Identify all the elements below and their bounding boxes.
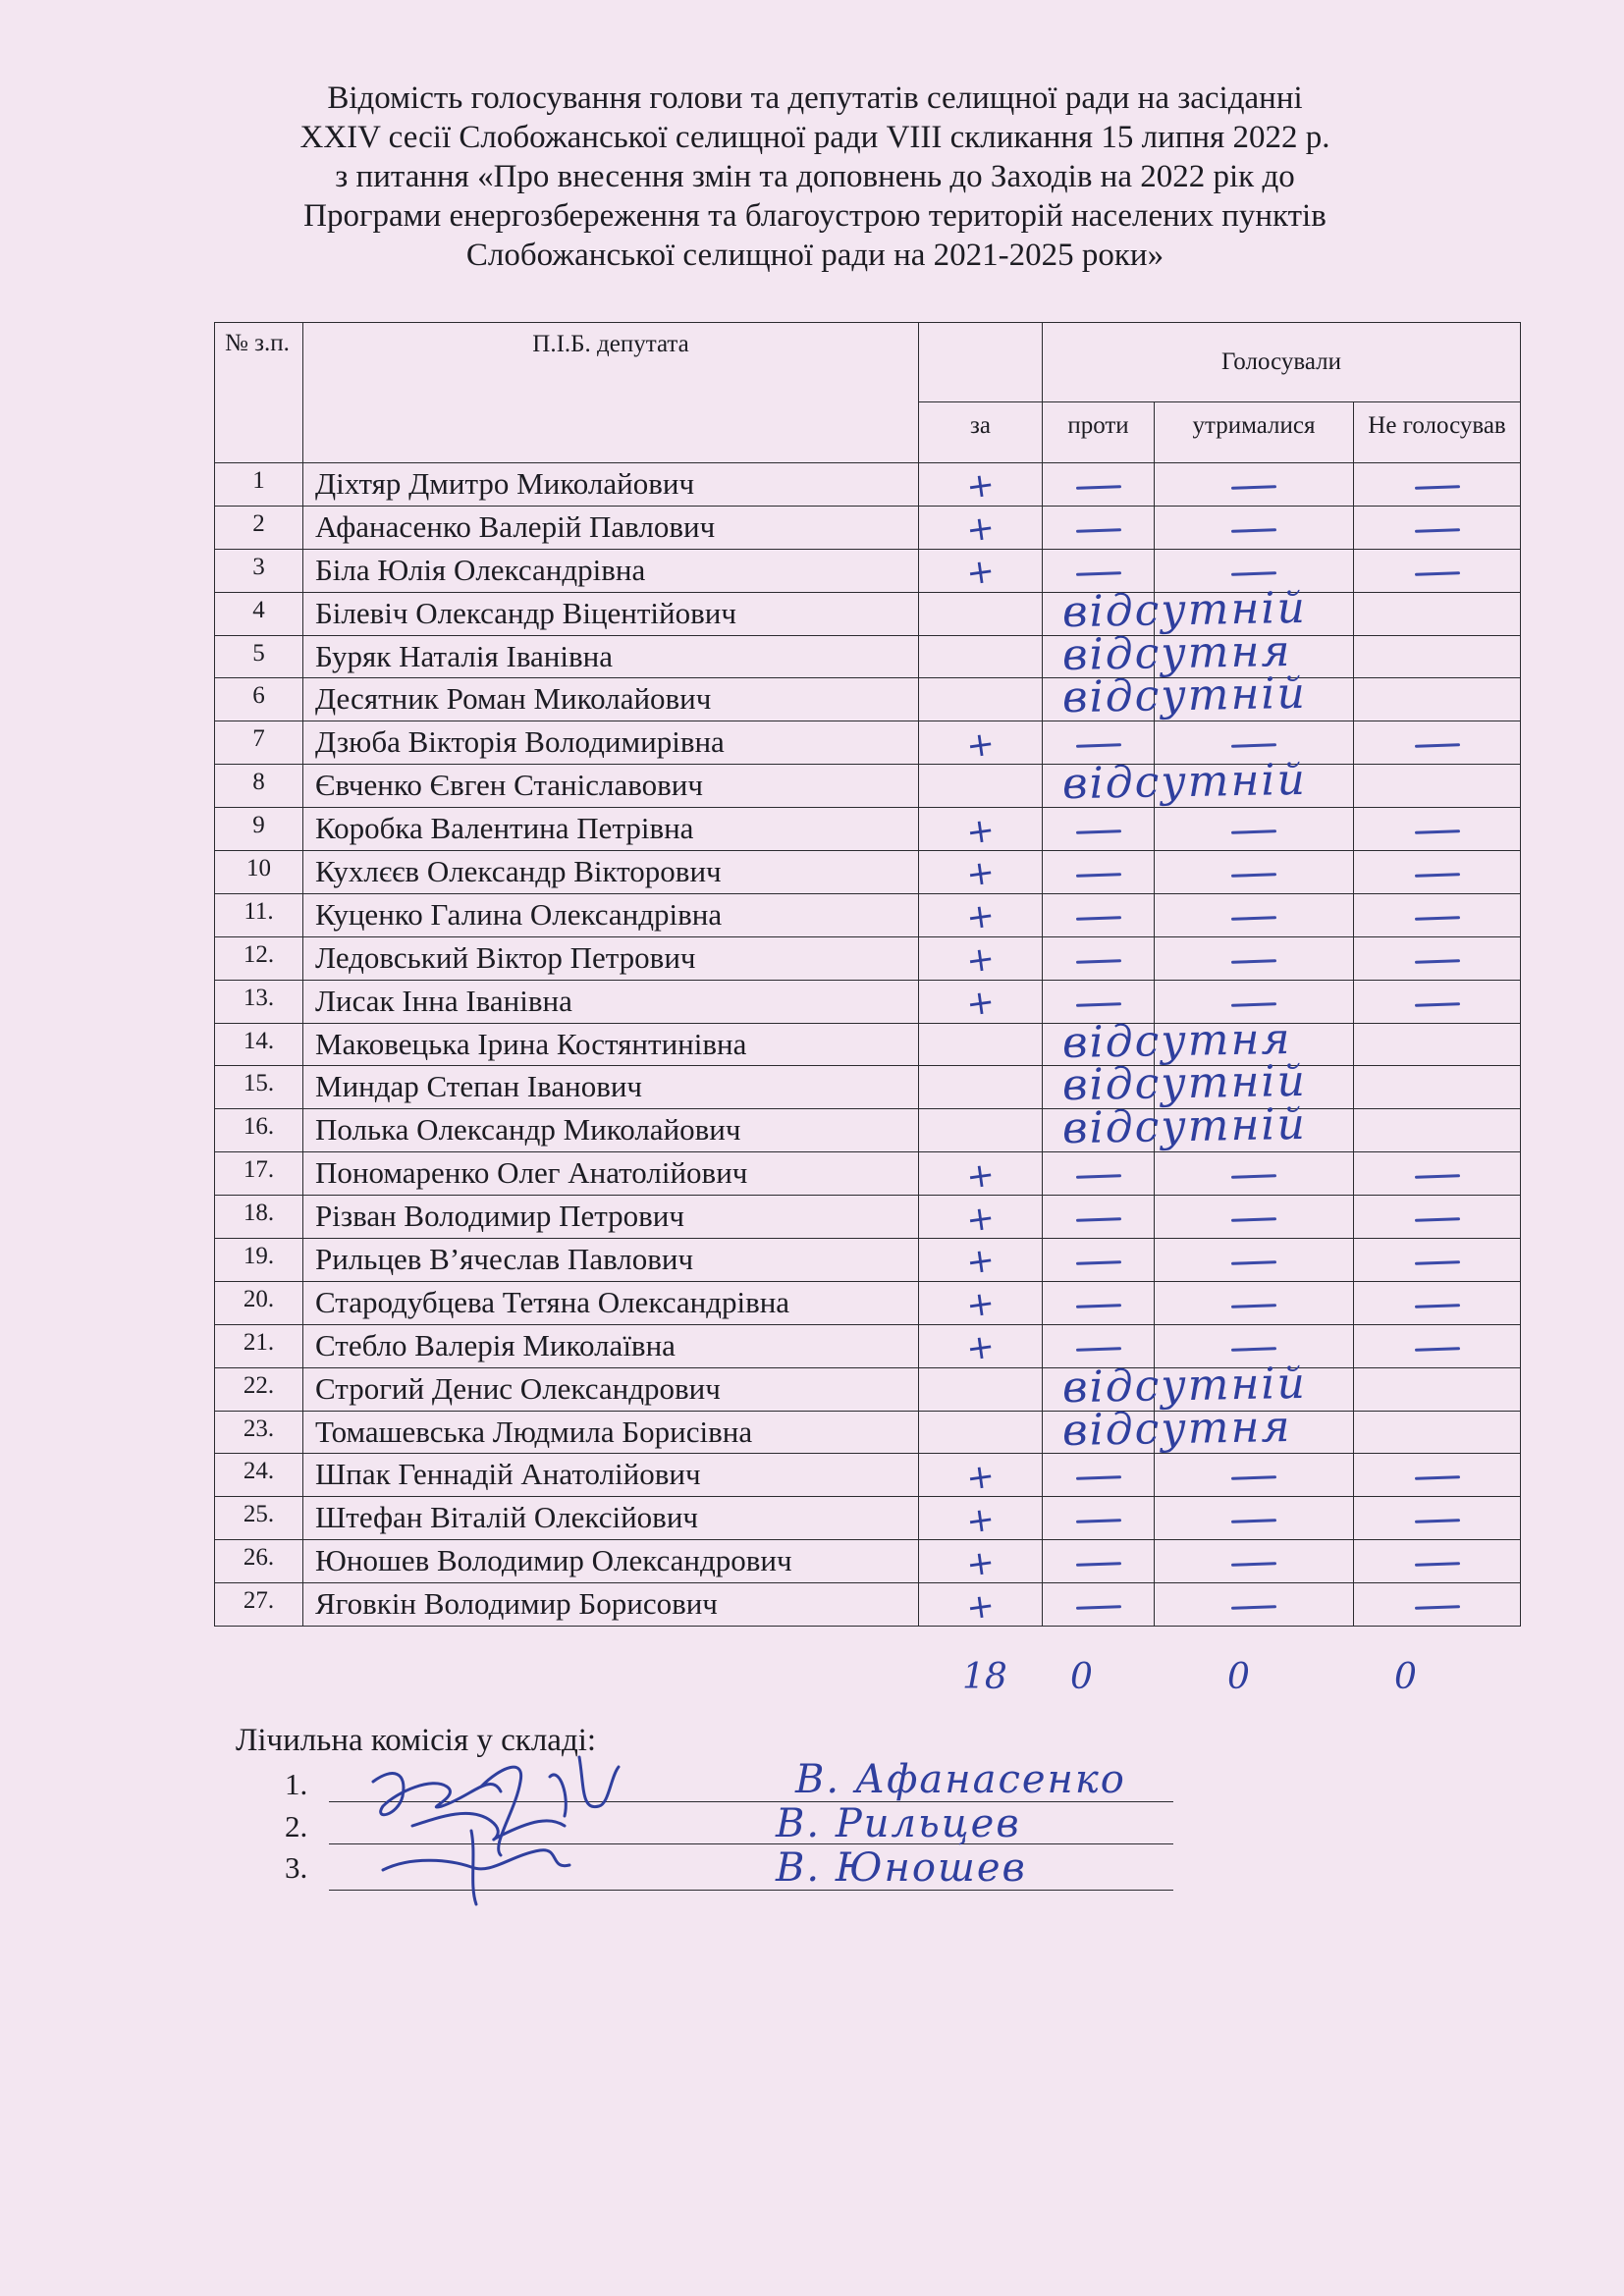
dash-mark bbox=[1414, 1605, 1459, 1609]
header-not-voted: Не голосував bbox=[1354, 402, 1521, 463]
vote-against-cell bbox=[1043, 893, 1155, 936]
table-row bbox=[215, 851, 1521, 894]
deputy-name: Буряк Наталія Іванівна bbox=[303, 635, 919, 678]
vote-abstained-cell bbox=[1155, 893, 1354, 936]
vote-not-voted-cell bbox=[1354, 1411, 1521, 1454]
plus-mark: + bbox=[963, 1326, 998, 1370]
vote-not-voted-cell bbox=[1354, 1196, 1521, 1239]
vote-not-voted-cell bbox=[1354, 1066, 1521, 1109]
vote-not-voted-cell bbox=[1354, 506, 1521, 549]
vote-not-voted-cell bbox=[1354, 1239, 1521, 1282]
vote-abstained-cell bbox=[1155, 1454, 1354, 1497]
vote-abstained-cell bbox=[1155, 765, 1354, 808]
table-row bbox=[215, 893, 1521, 936]
vote-against-cell bbox=[1043, 755, 1308, 810]
vote-for-cell bbox=[919, 808, 1043, 851]
header-empty bbox=[919, 323, 1043, 402]
total-for: 18 bbox=[962, 1657, 1007, 1697]
row-number: 9 bbox=[215, 808, 303, 851]
dash-mark bbox=[1075, 571, 1120, 575]
vote-not-voted-cell bbox=[1354, 1583, 1521, 1627]
dash-mark bbox=[1231, 873, 1276, 877]
vote-for-cell bbox=[919, 1109, 1043, 1152]
dash-mark bbox=[1414, 959, 1459, 963]
commission-member-3: В. Юношев bbox=[776, 1845, 1027, 1891]
absent-note: відсутній bbox=[1061, 755, 1308, 810]
row-number: 7 bbox=[215, 721, 303, 765]
deputy-name: Дзюба Вікторія Володимирівна bbox=[303, 721, 919, 765]
plus-mark: + bbox=[963, 1153, 998, 1198]
vote-abstained-cell bbox=[1155, 1497, 1354, 1540]
table-row bbox=[215, 1152, 1521, 1196]
vote-for-cell bbox=[919, 765, 1043, 808]
vote-for-cell bbox=[919, 1583, 1043, 1627]
dash-mark bbox=[1075, 743, 1120, 747]
absent-note: відсутня bbox=[1061, 1013, 1293, 1068]
row-number: 24. bbox=[215, 1454, 303, 1497]
vote-against-cell bbox=[1043, 1497, 1155, 1540]
table-row bbox=[215, 1454, 1521, 1497]
vote-abstained-cell bbox=[1155, 851, 1354, 894]
title-line: Програми енергозбереження та благоустрою територій населених пунктів bbox=[303, 198, 1326, 234]
vote-against-cell bbox=[1043, 1454, 1155, 1497]
dash-mark bbox=[1075, 959, 1120, 963]
title-line: з питання «Про внесення змін та доповнень до Заходів на 2022 рік до bbox=[335, 159, 1295, 194]
dash-mark bbox=[1414, 1304, 1459, 1308]
vote-not-voted-cell bbox=[1354, 1109, 1521, 1152]
dash-mark bbox=[1231, 1174, 1276, 1178]
dash-mark bbox=[1231, 528, 1276, 532]
vote-abstained-cell bbox=[1155, 1152, 1354, 1196]
plus-mark: + bbox=[963, 1541, 998, 1585]
table-row bbox=[215, 678, 1521, 721]
dash-mark bbox=[1231, 916, 1276, 920]
header-voted: Голосували bbox=[1043, 323, 1521, 402]
vote-for-cell bbox=[919, 1023, 1043, 1066]
table-row bbox=[215, 1540, 1521, 1583]
dash-mark bbox=[1075, 1476, 1120, 1480]
row-number: 8 bbox=[215, 765, 303, 808]
row-number: 15. bbox=[215, 1066, 303, 1109]
title-line: Відомість голосування голови та депутатів селищної ради на засіданні bbox=[327, 80, 1303, 116]
vote-for-cell bbox=[919, 1324, 1043, 1370]
vote-not-voted-cell bbox=[1354, 1367, 1521, 1411]
commission-number-1: 1. bbox=[285, 1767, 308, 1801]
row-number: 10 bbox=[215, 851, 303, 894]
vote-not-voted-cell bbox=[1354, 1454, 1521, 1497]
commission-number-3: 3. bbox=[285, 1850, 308, 1885]
vote-for-cell bbox=[919, 721, 1043, 765]
dash-mark bbox=[1231, 959, 1276, 963]
vote-for-cell bbox=[919, 1454, 1043, 1497]
vote-for-cell bbox=[919, 506, 1043, 552]
plus-mark: + bbox=[963, 982, 998, 1025]
commission-member-1: В. Афанасенко bbox=[795, 1757, 1126, 1802]
deputy-name: Строгий Денис Олександрович bbox=[303, 1367, 919, 1411]
vote-for-cell bbox=[919, 851, 1043, 894]
deputy-name: Стебло Валерія Миколаївна bbox=[303, 1324, 919, 1367]
vote-not-voted-cell bbox=[1354, 893, 1521, 936]
dash-mark bbox=[1414, 743, 1459, 747]
dash-mark bbox=[1231, 743, 1276, 747]
row-number: 16. bbox=[215, 1109, 303, 1152]
plus-mark: + bbox=[963, 1456, 998, 1499]
table-row bbox=[215, 549, 1521, 592]
table-row bbox=[215, 1023, 1521, 1066]
row-number: 27. bbox=[215, 1583, 303, 1627]
vote-for-cell bbox=[919, 678, 1043, 721]
vote-against-cell bbox=[1043, 1583, 1155, 1627]
deputy-name: Шпак Геннадій Анатолійович bbox=[303, 1454, 919, 1497]
header-for: за bbox=[919, 402, 1043, 463]
row-number: 6 bbox=[215, 678, 303, 721]
vote-for-cell bbox=[919, 1239, 1043, 1282]
dash-mark bbox=[1414, 916, 1459, 920]
dash-mark bbox=[1414, 485, 1459, 489]
header-number: № з.п. bbox=[215, 323, 303, 463]
vote-not-voted-cell bbox=[1354, 1023, 1521, 1066]
vote-not-voted-cell bbox=[1354, 1281, 1521, 1324]
row-number: 17. bbox=[215, 1152, 303, 1196]
header-abstained: утрималися bbox=[1155, 402, 1354, 463]
dash-mark bbox=[1414, 1217, 1459, 1221]
deputy-name: Лисак Інна Іванівна bbox=[303, 980, 919, 1023]
absent-note: відсутній bbox=[1061, 582, 1308, 637]
plus-mark: + bbox=[963, 1499, 998, 1542]
plus-mark: + bbox=[963, 938, 998, 983]
dash-mark bbox=[1414, 829, 1459, 833]
dash-mark bbox=[1231, 1260, 1276, 1264]
vote-not-voted-cell bbox=[1354, 1540, 1521, 1583]
dash-mark bbox=[1414, 1260, 1459, 1264]
table-row bbox=[215, 1583, 1521, 1627]
deputy-name: Стародубцева Тетяна Олександрівна bbox=[303, 1281, 919, 1324]
plus-mark: + bbox=[963, 1240, 998, 1284]
dash-mark bbox=[1075, 1217, 1120, 1221]
dash-mark bbox=[1075, 873, 1120, 877]
plus-mark: + bbox=[963, 507, 998, 552]
dash-mark bbox=[1231, 1347, 1276, 1351]
vote-against-cell bbox=[1043, 1281, 1155, 1324]
row-number: 18. bbox=[215, 1196, 303, 1239]
row-number: 14. bbox=[215, 1023, 303, 1066]
dash-mark bbox=[1414, 873, 1459, 877]
dash-mark bbox=[1414, 1347, 1459, 1351]
vote-against-cell bbox=[1043, 851, 1155, 894]
deputy-name: Полька Олександр Миколайович bbox=[303, 1109, 919, 1152]
vote-against-cell bbox=[1043, 1196, 1155, 1239]
vote-for-cell bbox=[919, 592, 1043, 635]
vote-not-voted-cell bbox=[1354, 765, 1521, 808]
table-row bbox=[215, 1196, 1521, 1239]
vote-not-voted-cell bbox=[1354, 678, 1521, 721]
vote-for-cell bbox=[919, 1281, 1043, 1327]
deputy-name: Десятник Роман Миколайович bbox=[303, 678, 919, 721]
deputy-name: Кухлєєв Олександр Вікторович bbox=[303, 851, 919, 894]
dash-mark bbox=[1231, 829, 1276, 833]
header-against: проти bbox=[1043, 402, 1155, 463]
vote-against-cell bbox=[1043, 808, 1155, 851]
table-row bbox=[215, 1239, 1521, 1282]
plus-mark: + bbox=[963, 1283, 998, 1327]
row-number: 11. bbox=[215, 893, 303, 936]
deputy-name: Яговкін Володимир Борисович bbox=[303, 1583, 919, 1627]
vote-abstained-cell bbox=[1155, 1411, 1354, 1454]
dash-mark bbox=[1075, 1605, 1120, 1609]
dash-mark bbox=[1075, 1174, 1120, 1178]
vote-abstained-cell bbox=[1155, 1583, 1354, 1627]
row-number: 20. bbox=[215, 1281, 303, 1324]
vote-for-cell bbox=[919, 1196, 1043, 1239]
deputy-name: Пономаренко Олег Анатолійович bbox=[303, 1152, 919, 1196]
dash-mark bbox=[1231, 485, 1276, 489]
dash-mark bbox=[1075, 1304, 1120, 1308]
row-number: 26. bbox=[215, 1540, 303, 1583]
vote-not-voted-cell bbox=[1354, 1324, 1521, 1367]
vote-abstained-cell bbox=[1155, 808, 1354, 851]
vote-abstained-cell bbox=[1155, 678, 1354, 721]
vote-for-cell bbox=[919, 936, 1043, 983]
dash-mark bbox=[1075, 1347, 1120, 1351]
vote-for-cell bbox=[919, 463, 1043, 507]
vote-not-voted-cell bbox=[1354, 1497, 1521, 1540]
deputy-name: Миндар Степан Іванович bbox=[303, 1066, 919, 1109]
vote-for-cell bbox=[919, 1540, 1043, 1583]
title-line: Слобожанської селищної ради на 2021-2025 роки» bbox=[465, 238, 1164, 273]
vote-not-voted-cell bbox=[1354, 721, 1521, 765]
vote-against-cell bbox=[1043, 1099, 1308, 1154]
plus-mark: + bbox=[963, 852, 998, 896]
dash-mark bbox=[1075, 1002, 1120, 1006]
deputy-name: Білевіч Олександр Віцентійович bbox=[303, 592, 919, 635]
vote-not-voted-cell bbox=[1354, 808, 1521, 851]
table-row bbox=[215, 980, 1521, 1023]
row-number: 19. bbox=[215, 1239, 303, 1282]
vote-for-cell bbox=[919, 1411, 1043, 1454]
vote-abstained-cell bbox=[1155, 463, 1354, 507]
vote-for-cell bbox=[919, 1497, 1043, 1540]
dash-mark bbox=[1075, 485, 1120, 489]
table-row bbox=[215, 1324, 1521, 1367]
plus-mark: + bbox=[963, 551, 998, 594]
table-row bbox=[215, 506, 1521, 549]
deputy-name: Томашевська Людмила Борисівна bbox=[303, 1411, 919, 1454]
vote-for-cell bbox=[919, 1367, 1043, 1411]
voting-table bbox=[214, 322, 1521, 1627]
dash-mark bbox=[1414, 1002, 1459, 1006]
deputy-name: Штефан Віталій Олексійович bbox=[303, 1497, 919, 1540]
commission-member-2: В. Рильцев bbox=[776, 1801, 1021, 1846]
plus-mark: + bbox=[963, 464, 998, 508]
vote-abstained-cell bbox=[1155, 1239, 1354, 1282]
vote-abstained-cell bbox=[1155, 1196, 1354, 1239]
absent-note: відсутня bbox=[1061, 625, 1293, 680]
plus-mark: + bbox=[963, 1197, 998, 1241]
vote-against-cell bbox=[1043, 1239, 1155, 1282]
deputy-name: Коробка Валентина Петрівна bbox=[303, 808, 919, 851]
handwritten-signatures bbox=[353, 1737, 766, 1914]
vote-not-voted-cell bbox=[1354, 936, 1521, 980]
dash-mark bbox=[1414, 1174, 1459, 1178]
dash-mark bbox=[1414, 1520, 1459, 1523]
header-name: П.І.Б. депутата bbox=[303, 323, 919, 463]
table-row bbox=[215, 765, 1521, 808]
vote-abstained-cell bbox=[1155, 1540, 1354, 1583]
vote-not-voted-cell bbox=[1354, 1152, 1521, 1196]
table-row bbox=[215, 592, 1521, 635]
absent-note: відсутня bbox=[1061, 1401, 1293, 1456]
vote-for-cell bbox=[919, 893, 1043, 939]
dash-mark bbox=[1231, 571, 1276, 575]
dash-mark bbox=[1075, 1260, 1120, 1264]
total-abstained: 0 bbox=[1227, 1657, 1250, 1697]
vote-for-cell bbox=[919, 980, 1043, 1023]
row-number: 1 bbox=[215, 463, 303, 507]
table-row bbox=[215, 1066, 1521, 1109]
absent-note: відсутній bbox=[1061, 1358, 1308, 1413]
deputy-name: Ледовський Віктор Петрович bbox=[303, 936, 919, 980]
row-number: 4 bbox=[215, 592, 303, 635]
absent-note: відсутній bbox=[1061, 668, 1308, 723]
row-number: 23. bbox=[215, 1411, 303, 1454]
vote-not-voted-cell bbox=[1354, 635, 1521, 678]
absent-note: відсутній bbox=[1061, 1056, 1308, 1111]
row-number: 21. bbox=[215, 1324, 303, 1367]
dash-mark bbox=[1075, 1520, 1120, 1523]
dash-mark bbox=[1414, 1562, 1459, 1566]
row-number: 2 bbox=[215, 506, 303, 549]
dash-mark bbox=[1414, 571, 1459, 575]
vote-not-voted-cell bbox=[1354, 592, 1521, 635]
dash-mark bbox=[1231, 1605, 1276, 1609]
vote-abstained-cell bbox=[1155, 936, 1354, 980]
deputy-name: Афанасенко Валерій Павлович bbox=[303, 506, 919, 549]
deputy-name: Євченко Євген Станіславович bbox=[303, 765, 919, 808]
dash-mark bbox=[1075, 916, 1120, 920]
table-row bbox=[215, 1497, 1521, 1540]
plus-mark: + bbox=[963, 809, 998, 853]
deputy-name: Маковецька Ірина Костянтинівна bbox=[303, 1023, 919, 1066]
dash-mark bbox=[1414, 1476, 1459, 1480]
dash-mark bbox=[1231, 1304, 1276, 1308]
row-number: 12. bbox=[215, 936, 303, 980]
total-not-voted: 0 bbox=[1394, 1657, 1417, 1697]
vote-against-cell bbox=[1043, 1401, 1293, 1456]
table-row bbox=[215, 463, 1521, 507]
vote-for-cell bbox=[919, 1066, 1043, 1109]
dash-mark bbox=[1075, 528, 1120, 532]
vote-abstained-cell bbox=[1155, 1109, 1354, 1152]
commission-label: Лічильна комісія у складі: bbox=[236, 1723, 597, 1758]
row-number: 22. bbox=[215, 1367, 303, 1411]
commission-number-2: 2. bbox=[285, 1809, 308, 1843]
title-line: XXIV сесії Слобожанської селищної ради VIII скликання 15 липня 2022 р. bbox=[299, 120, 1330, 155]
vote-not-voted-cell bbox=[1354, 851, 1521, 894]
plus-mark: + bbox=[963, 1584, 998, 1629]
table-row bbox=[215, 635, 1521, 678]
deputy-name: Різван Володимир Петрович bbox=[303, 1196, 919, 1239]
deputy-name: Куценко Галина Олександрівна bbox=[303, 893, 919, 936]
table-row bbox=[215, 1109, 1521, 1152]
dash-mark bbox=[1075, 1562, 1120, 1566]
table-row bbox=[215, 1411, 1521, 1454]
vote-against-cell bbox=[1043, 506, 1155, 549]
deputy-name: Рильцев В’ячеслав Павлович bbox=[303, 1239, 919, 1282]
dash-mark bbox=[1414, 528, 1459, 532]
table-row bbox=[215, 1367, 1521, 1411]
vote-against-cell bbox=[1043, 1152, 1155, 1196]
table-row bbox=[215, 721, 1521, 765]
row-number: 25. bbox=[215, 1497, 303, 1540]
deputy-name: Діхтяр Дмитро Миколайович bbox=[303, 463, 919, 507]
deputy-name: Юношев Володимир Олександрович bbox=[303, 1540, 919, 1583]
row-number: 3 bbox=[215, 549, 303, 592]
dash-mark bbox=[1231, 1520, 1276, 1523]
row-number: 5 bbox=[215, 635, 303, 678]
plus-mark: + bbox=[963, 895, 998, 939]
total-against: 0 bbox=[1070, 1657, 1093, 1697]
table-row bbox=[215, 1281, 1521, 1324]
absent-note: відсутній bbox=[1061, 1099, 1308, 1154]
vote-not-voted-cell bbox=[1354, 549, 1521, 592]
vote-not-voted-cell bbox=[1354, 980, 1521, 1023]
row-number: 13. bbox=[215, 980, 303, 1023]
dash-mark bbox=[1075, 829, 1120, 833]
dash-mark bbox=[1231, 1476, 1276, 1480]
document-title bbox=[226, 79, 1404, 275]
vote-abstained-cell bbox=[1155, 1281, 1354, 1324]
vote-not-voted-cell bbox=[1354, 463, 1521, 507]
vote-against-cell bbox=[1043, 936, 1155, 980]
vote-against-cell bbox=[1043, 1540, 1155, 1583]
dash-mark bbox=[1231, 1562, 1276, 1566]
vote-against-cell bbox=[1043, 463, 1155, 507]
plus-mark: + bbox=[963, 722, 998, 767]
dash-mark bbox=[1231, 1217, 1276, 1221]
vote-for-cell bbox=[919, 1152, 1043, 1196]
table-row bbox=[215, 808, 1521, 851]
vote-against-cell bbox=[1043, 668, 1308, 723]
deputy-name: Біла Юлія Олександрівна bbox=[303, 549, 919, 592]
vote-for-cell bbox=[919, 635, 1043, 678]
table-row bbox=[215, 936, 1521, 980]
vote-abstained-cell bbox=[1155, 506, 1354, 549]
vote-for-cell bbox=[919, 549, 1043, 592]
dash-mark bbox=[1231, 1002, 1276, 1006]
